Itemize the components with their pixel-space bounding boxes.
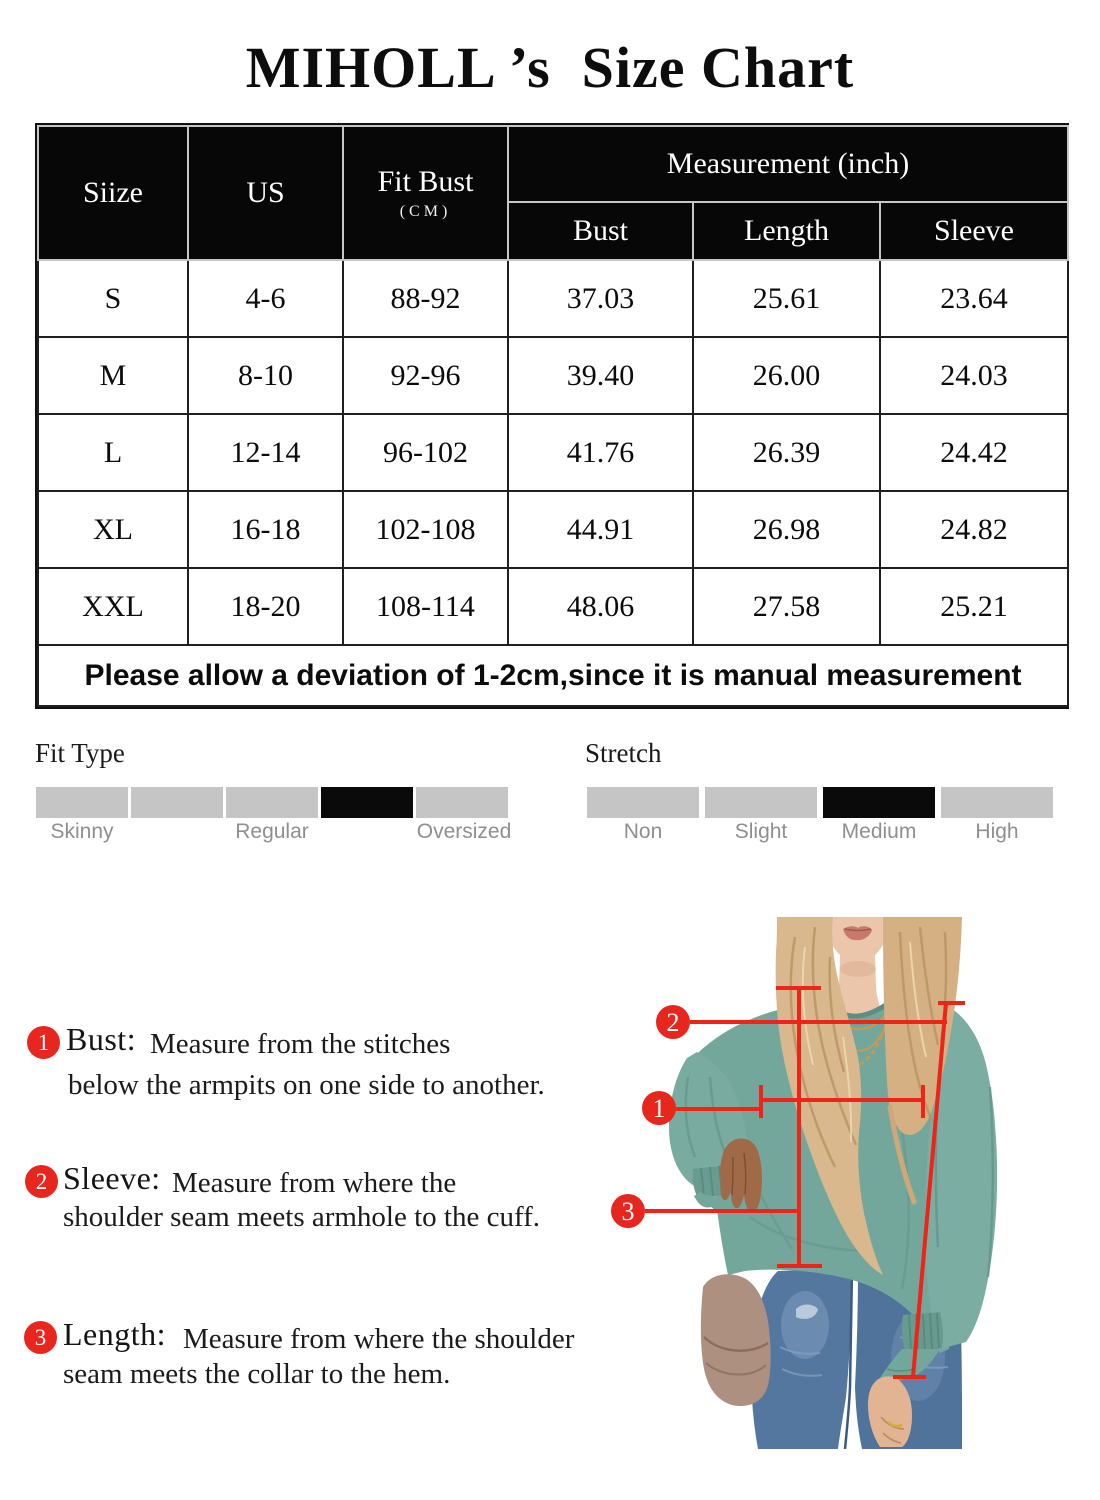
cell-length: 26.00 [693, 337, 880, 414]
col-header-sleeve: Sleeve [880, 202, 1068, 260]
fit-type-segment [226, 787, 318, 818]
cell-size: M [38, 337, 188, 414]
sleeve-instruction-label: Sleeve: [63, 1160, 161, 1196]
col-header-fit-bust [343, 126, 508, 260]
fit-type-segment [36, 787, 128, 818]
page-title: MIHOLL ’s Size Chart [245, 35, 855, 100]
col-header-fit-bust-unit: (CM) [399, 203, 452, 220]
bust-instruction-label: Bust: [66, 1021, 137, 1057]
cell-fit-bust: 102-108 [343, 491, 508, 568]
marker-2-number: 2 [666, 1008, 680, 1037]
deviation-note: Please allow a deviation of 1-2cm,since it is manual measurement [38, 645, 1068, 706]
length-marker-badge [24, 1321, 57, 1354]
length-instruction-label: Length: [63, 1316, 167, 1352]
sleeve-instruction-line1: Measure from where the [172, 1167, 457, 1199]
col-header-size: Siize [38, 126, 188, 260]
stretch-label-high: High [975, 820, 1019, 843]
stretch-label-slight: Slight [734, 820, 788, 843]
size-row-s [38, 260, 1068, 337]
cell-fit-bust: 92-96 [343, 337, 508, 414]
col-header-length: Length [693, 202, 880, 260]
cell-sleeve: 24.42 [880, 414, 1068, 491]
cell-bust: 39.40 [508, 337, 693, 414]
model-photo [600, 917, 1100, 1449]
bust-marker-badge [27, 1026, 60, 1059]
cell-us: 4-6 [188, 260, 343, 337]
cell-size: XXL [38, 568, 188, 645]
stretch-segment [941, 787, 1053, 818]
col-header-measurement: Measurement (inch) [508, 126, 1068, 202]
cell-length: 25.61 [693, 260, 880, 337]
cell-us: 12-14 [188, 414, 343, 491]
cell-bust: 44.91 [508, 491, 693, 568]
cell-bust: 37.03 [508, 260, 693, 337]
stretch-segment [587, 787, 699, 818]
marker-3-number: 3 [621, 1197, 635, 1226]
fit-type-label-regular: Regular [235, 820, 309, 843]
stretch-heading: Stretch [585, 738, 662, 768]
cell-fit-bust: 108-114 [343, 568, 508, 645]
size-row-xxl [38, 568, 1068, 645]
fit-type-segment [416, 787, 508, 818]
cell-bust: 48.06 [508, 568, 693, 645]
marker-1-number: 1 [652, 1094, 666, 1123]
length-marker-number: 3 [34, 1324, 47, 1350]
stretch-label-medium: Medium [841, 820, 917, 843]
sleeve-marker-badge [25, 1165, 58, 1198]
cell-fit-bust: 88-92 [343, 260, 508, 337]
fit-type-segment-active [321, 787, 413, 818]
size-table [35, 123, 1069, 709]
col-header-fit-bust-text: Fit Bust [377, 165, 474, 198]
sleeve-instruction-line2: shoulder seam meets armhole to the cuff. [63, 1201, 541, 1233]
fit-type-label-oversized: Oversized [416, 820, 512, 843]
fit-type-heading: Fit Type [35, 738, 125, 768]
cell-length: 26.39 [693, 414, 880, 491]
handbag [701, 1274, 771, 1406]
cell-bust: 41.76 [508, 414, 693, 491]
bust-marker-number: 1 [37, 1029, 50, 1055]
cell-us: 8-10 [188, 337, 343, 414]
cell-length: 27.58 [693, 568, 880, 645]
bust-instruction-line1: Measure from the stitches [150, 1028, 451, 1060]
length-instruction-line1: Measure from where the shoulder [183, 1323, 575, 1355]
size-row-l [38, 414, 1068, 491]
col-header-bust: Bust [508, 202, 693, 260]
cell-size: XL [38, 491, 188, 568]
fit-type-segment [131, 787, 223, 818]
cell-us: 16-18 [188, 491, 343, 568]
cell-fit-bust: 96-102 [343, 414, 508, 491]
col-header-us: US [188, 126, 343, 260]
cell-length: 26.98 [693, 491, 880, 568]
size-row-m [38, 337, 1068, 414]
cell-size: S [38, 260, 188, 337]
cell-sleeve: 24.03 [880, 337, 1068, 414]
length-instruction-line2: seam meets the collar to the hem. [63, 1358, 451, 1390]
cell-sleeve: 25.21 [880, 568, 1068, 645]
cell-sleeve: 24.82 [880, 491, 1068, 568]
fit-type-label-skinny: Skinny [50, 820, 114, 843]
cell-us: 18-20 [188, 568, 343, 645]
stretch-label-non: Non [623, 820, 663, 843]
cell-sleeve: 23.64 [880, 260, 1068, 337]
stretch-segment-active [823, 787, 935, 818]
cell-size: L [38, 414, 188, 491]
stretch-segment [705, 787, 817, 818]
sleeve-marker-number: 2 [35, 1168, 48, 1194]
deviation-note-row [38, 645, 1068, 706]
size-row-xl [38, 491, 1068, 568]
bust-instruction-line2: below the armpits on one side to another. [68, 1069, 545, 1101]
